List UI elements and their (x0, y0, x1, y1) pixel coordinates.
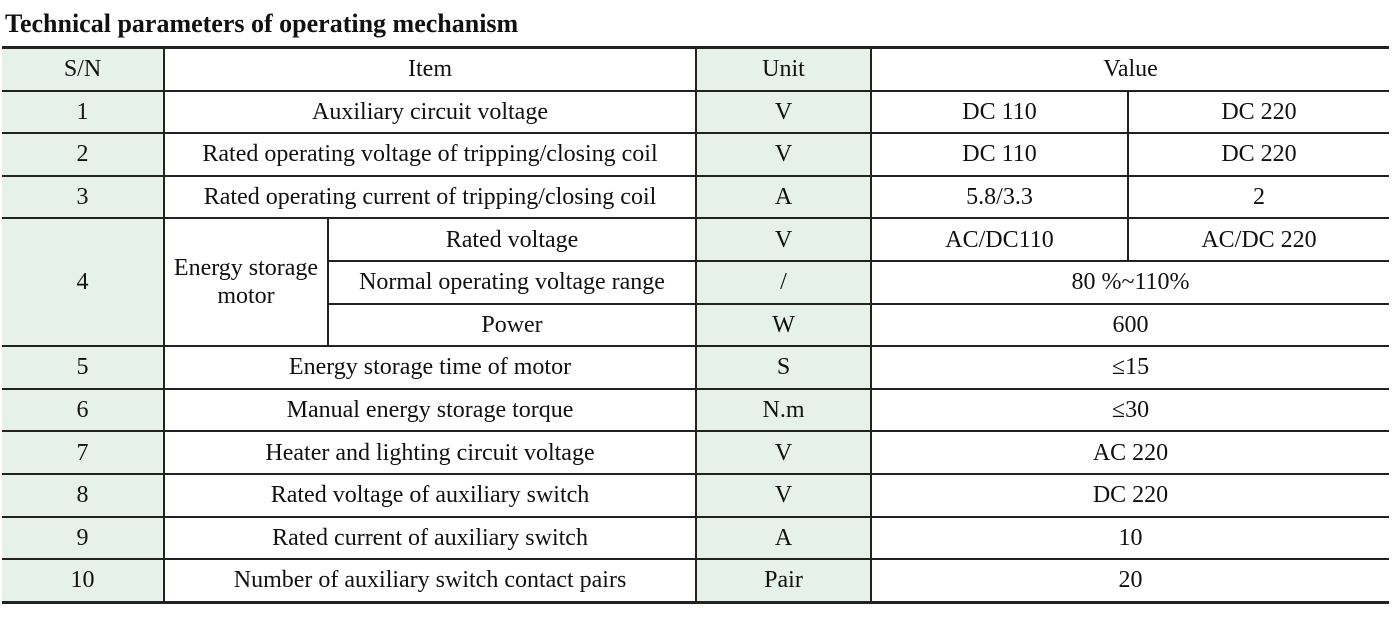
subrow-unit: V (696, 218, 871, 261)
subrow-unit: W (696, 304, 871, 347)
table-row (2, 474, 1389, 517)
row-item: Heater and lighting circuit voltage (164, 431, 696, 474)
subrow-item: Rated voltage (328, 218, 696, 261)
row-sn: 2 (2, 133, 164, 176)
header-sn: S/N (2, 48, 164, 91)
row-value-b: DC 220 (1128, 133, 1389, 176)
row-sn: 7 (2, 431, 164, 474)
header-unit: Unit (696, 48, 871, 91)
row-sn: 1 (2, 91, 164, 134)
row-item: Energy storage time of motor (164, 346, 696, 389)
row-value-a: DC 110 (871, 91, 1128, 134)
table-row (2, 559, 1389, 602)
header-value: Value (871, 48, 1389, 91)
row-item: Rated voltage of auxiliary switch (164, 474, 696, 517)
row-unit: A (696, 176, 871, 219)
row-sn: 8 (2, 474, 164, 517)
table-header-row (2, 48, 1389, 91)
header-item: Item (164, 48, 696, 91)
subrow-value-b: AC/DC 220 (1128, 218, 1389, 261)
row-value: 20 (871, 559, 1389, 602)
row-unit: V (696, 91, 871, 134)
row-item: Rated operating voltage of tripping/closing coil (164, 133, 696, 176)
row-item: Rated operating current of tripping/closing coil (164, 176, 696, 219)
row-unit: V (696, 133, 871, 176)
row-unit: S (696, 346, 871, 389)
row-value-a: DC 110 (871, 133, 1128, 176)
table-row (2, 176, 1389, 219)
subrow-unit: / (696, 261, 871, 304)
subrow-value-a: AC/DC110 (871, 218, 1128, 261)
row-unit: V (696, 431, 871, 474)
table-row (2, 389, 1389, 432)
row-sn: 10 (2, 559, 164, 602)
row-value: ≤15 (871, 346, 1389, 389)
table-row (2, 218, 1389, 261)
table-row (2, 91, 1389, 134)
subrow-value: 80 %~110% (871, 261, 1389, 304)
row-value: 10 (871, 517, 1389, 560)
row-sn: 4 (2, 218, 164, 346)
row-sn: 6 (2, 389, 164, 432)
group-label: Energy storage motor (164, 218, 328, 346)
row-value-a: 5.8/3.3 (871, 176, 1128, 219)
row-value: ≤30 (871, 389, 1389, 432)
row-sn: 5 (2, 346, 164, 389)
row-unit: V (696, 474, 871, 517)
table-row (2, 133, 1389, 176)
row-item: Manual energy storage torque (164, 389, 696, 432)
subrow-item: Normal operating voltage range (328, 261, 696, 304)
row-unit: A (696, 517, 871, 560)
row-value: DC 220 (871, 474, 1389, 517)
row-sn: 3 (2, 176, 164, 219)
row-unit: N.m (696, 389, 871, 432)
row-item: Number of auxiliary switch contact pairs (164, 559, 696, 602)
row-value-b: 2 (1128, 176, 1389, 219)
page-title: Technical parameters of operating mechanism (5, 9, 519, 38)
subrow-value: 600 (871, 304, 1389, 347)
row-item: Auxiliary circuit voltage (164, 91, 696, 134)
row-item: Rated current of auxiliary switch (164, 517, 696, 560)
row-value-b: DC 220 (1128, 91, 1389, 134)
row-unit: Pair (696, 559, 871, 602)
row-value: AC 220 (871, 431, 1389, 474)
table-row (2, 517, 1389, 560)
parameters-table (2, 46, 1389, 604)
subrow-item: Power (328, 304, 696, 347)
row-sn: 9 (2, 517, 164, 560)
table-row (2, 346, 1389, 389)
table-row (2, 431, 1389, 474)
